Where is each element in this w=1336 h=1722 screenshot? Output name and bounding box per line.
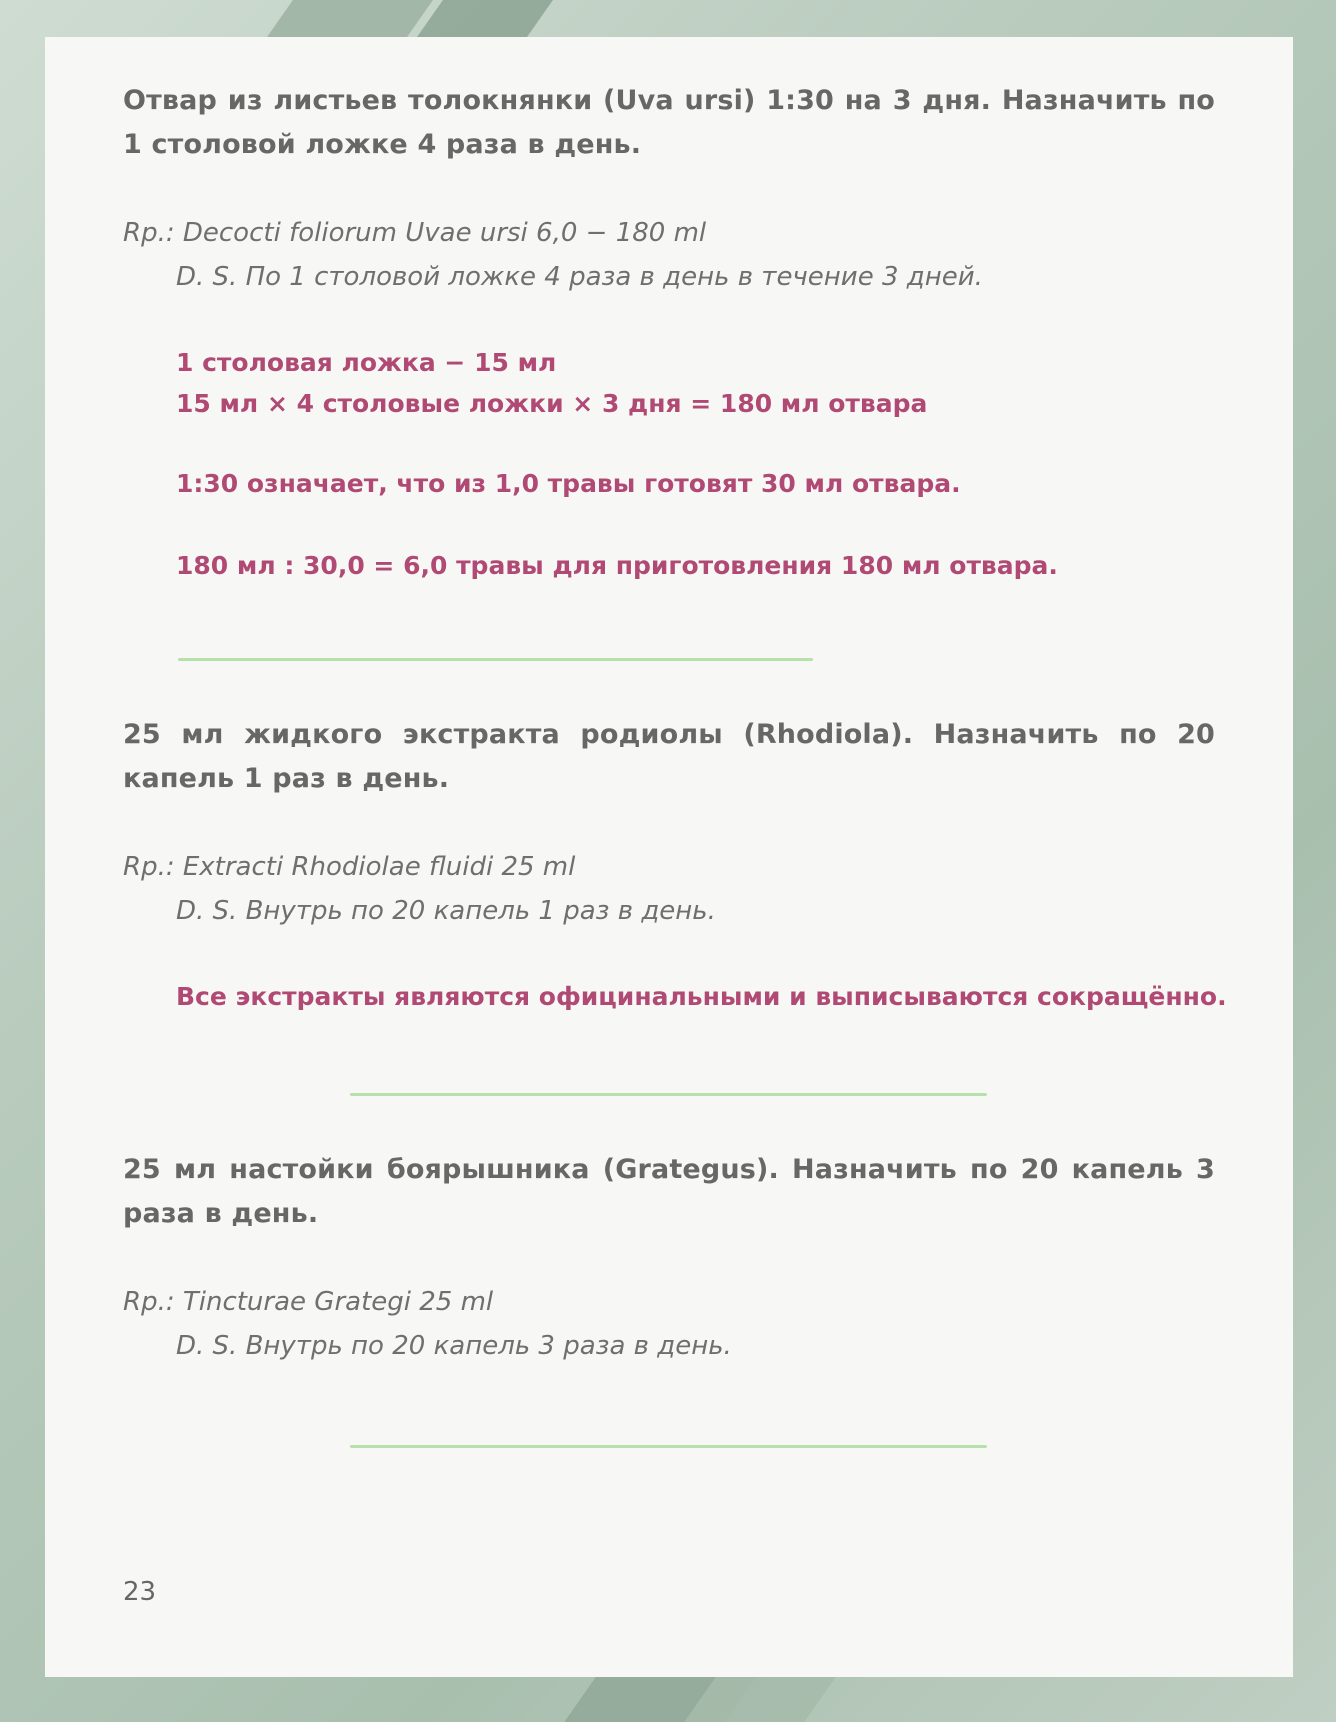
calculation-note-4: 180 мл : 30,0 = 6,0 травы для приготовления 180 мл отвара.: [176, 551, 1058, 580]
task-3-text: 25 мл настойки боярышника (Grategus). Назначить по 20 капель 3 раза в день.: [123, 1154, 1215, 1229]
page-number: 23: [123, 1577, 157, 1607]
section-divider-3: [350, 1445, 987, 1448]
task-2-text: 25 мл жидкого экстракта родиолы (Rhodiola). Назначить по 20 капель 1 раз в день.: [123, 719, 1215, 794]
prescription-1-signa: D. S. По 1 столовой ложке 4 раза в день в течение 3 дней.: [176, 262, 983, 292]
extract-note: Все экстракты являются официнальными и выписываются сокращённо.: [176, 982, 1227, 1011]
prescription-3-signa: D. S. Внутрь по 20 капель 3 раза в день.: [176, 1331, 732, 1361]
frame-decor-stripe-top: [267, 0, 433, 37]
section-divider-1: [178, 658, 813, 661]
calculation-note-1: 1 столовая ложка − 15 мл: [176, 348, 557, 377]
section-divider-2: [350, 1093, 987, 1096]
calculation-note-3: 1:30 означает, что из 1,0 травы готовят 30 мл отвара.: [176, 469, 961, 498]
prescription-1-rx: Rp.: Decocti foliorum Uvae ursi 6,0 − 180 ml: [123, 218, 707, 248]
prescription-3-rx: Rp.: Tincturae Grategi 25 ml: [123, 1287, 494, 1317]
document-page: [45, 37, 1293, 1677]
prescription-2-rx: Rp.: Extracti Rhodiolae fluidi 25 ml: [123, 852, 576, 882]
prescription-2-signa: D. S. Внутрь по 20 капель 1 раз в день.: [176, 896, 716, 926]
task-1-text: Отвар из листьев толокнянки (Uva ursi) 1:30 на 3 дня. Назначить по 1 столовой ложке 4 раза в день.: [123, 85, 1215, 160]
calculation-note-2: 15 мл × 4 столовые ложки × 3 дня = 180 мл отвара: [176, 389, 928, 418]
